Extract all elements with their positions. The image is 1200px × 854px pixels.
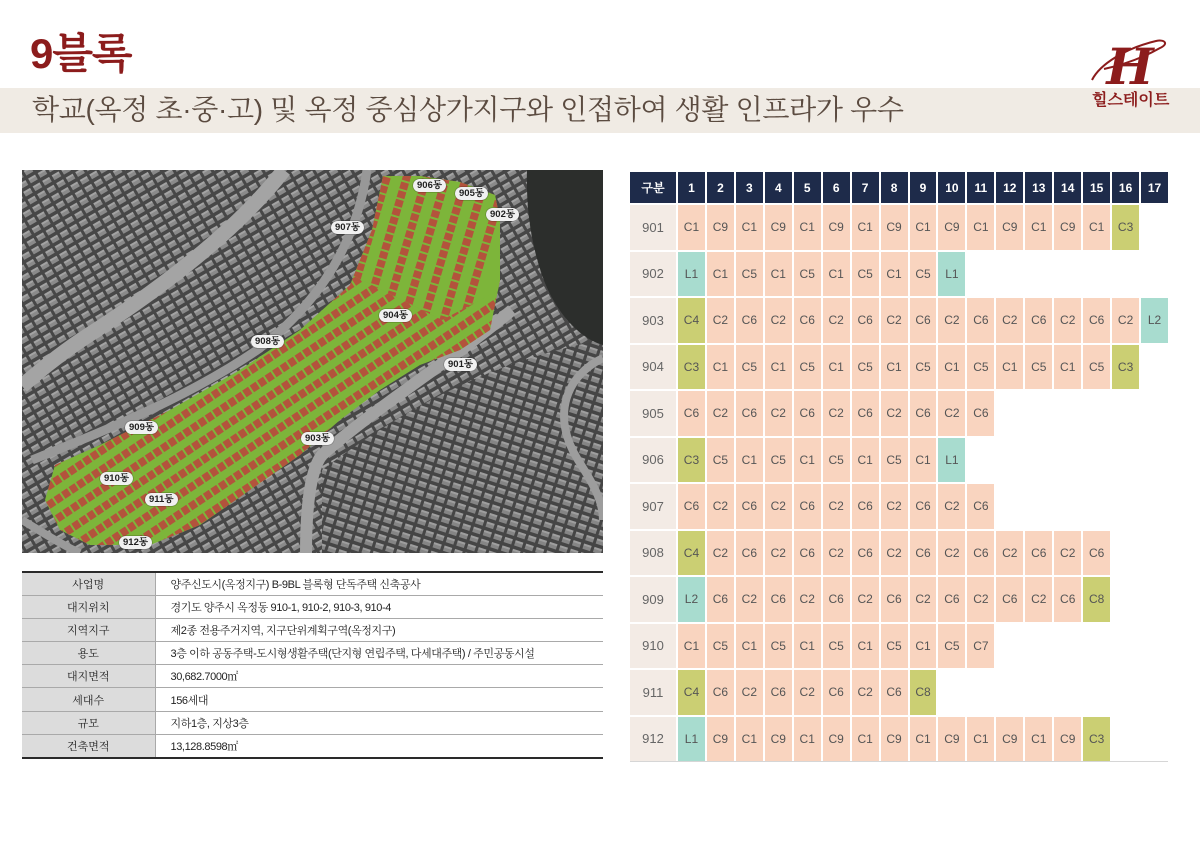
info-row <box>22 618 603 641</box>
building-label-911: 911동 <box>145 493 178 506</box>
grid-header-column: 10 <box>938 172 965 203</box>
empty-cell <box>1054 391 1081 436</box>
unit-cell: C6 <box>938 577 965 622</box>
unit-cell: C6 <box>794 531 821 576</box>
building-label-903: 903동 <box>301 432 334 445</box>
empty-cell <box>1083 252 1110 297</box>
unit-cell: C6 <box>967 484 994 529</box>
unit-cell: C1 <box>1025 205 1052 250</box>
unit-cell: C6 <box>736 531 763 576</box>
empty-cell <box>1112 717 1139 762</box>
info-row <box>22 734 603 757</box>
page-title: 9블록 <box>30 30 132 77</box>
empty-cell <box>1141 717 1168 762</box>
unit-cell: C1 <box>910 438 937 483</box>
info-row <box>22 642 603 665</box>
empty-cell <box>1141 252 1168 297</box>
unit-cell: C6 <box>852 531 879 576</box>
building-label-908: 908동 <box>251 335 284 348</box>
unit-cell: C1 <box>823 345 850 390</box>
empty-cell <box>1054 670 1081 715</box>
unit-cell: C6 <box>910 531 937 576</box>
unit-cell: C2 <box>1112 298 1139 343</box>
unit-cell: C1 <box>910 717 937 762</box>
unit-cell: C1 <box>794 717 821 762</box>
grid-header-column: 11 <box>967 172 994 203</box>
empty-cell <box>1025 252 1052 297</box>
unit-cell: C2 <box>707 484 734 529</box>
empty-cell <box>1025 484 1052 529</box>
unit-cell: C5 <box>794 252 821 297</box>
empty-cell <box>1141 531 1168 576</box>
grid-row-label: 903 <box>630 298 676 343</box>
grid-row-label: 908 <box>630 531 676 576</box>
unit-cell: C2 <box>967 577 994 622</box>
empty-cell <box>1112 531 1139 576</box>
grid-header-column: 1 <box>678 172 705 203</box>
unit-cell: L2 <box>1141 298 1168 343</box>
building-label-905: 905동 <box>455 187 488 200</box>
unit-cell: C1 <box>852 438 879 483</box>
empty-cell <box>1141 345 1168 390</box>
unit-cell: C2 <box>765 531 792 576</box>
unit-cell: C3 <box>678 438 705 483</box>
grid-row-label: 911 <box>630 670 676 715</box>
empty-cell <box>996 624 1023 669</box>
grid-header-column: 6 <box>823 172 850 203</box>
unit-cell: C6 <box>765 577 792 622</box>
info-row <box>22 572 603 595</box>
empty-cell <box>996 484 1023 529</box>
building-label-901: 901동 <box>444 358 477 371</box>
unit-cell: C2 <box>1054 531 1081 576</box>
empty-cell <box>967 438 994 483</box>
unit-cell: C1 <box>707 345 734 390</box>
unit-cell: C3 <box>1112 205 1139 250</box>
unit-cell: C9 <box>996 717 1023 762</box>
brand-name: 힐스테이트 <box>1092 92 1170 109</box>
unit-cell: C5 <box>910 252 937 297</box>
unit-cell: C1 <box>736 717 763 762</box>
unit-cell: C1 <box>794 624 821 669</box>
unit-cell: C1 <box>910 205 937 250</box>
empty-cell <box>1083 438 1110 483</box>
grid-header-column: 4 <box>765 172 792 203</box>
unit-cell: C4 <box>678 531 705 576</box>
unit-cell: C2 <box>1054 298 1081 343</box>
unit-cell: C6 <box>1025 298 1052 343</box>
unit-cell: C9 <box>881 205 908 250</box>
unit-cell: C4 <box>678 670 705 715</box>
grid-header-column: 5 <box>794 172 821 203</box>
aerial-site-map <box>22 170 603 553</box>
unit-cell: C1 <box>852 717 879 762</box>
unit-cell: C6 <box>823 577 850 622</box>
unit-cell: C9 <box>823 717 850 762</box>
unit-cell: C9 <box>765 205 792 250</box>
info-label: 지역지구 <box>22 618 155 641</box>
unit-cell: C5 <box>765 438 792 483</box>
unit-cell: C1 <box>707 252 734 297</box>
unit-cell: C2 <box>852 577 879 622</box>
empty-cell <box>1054 624 1081 669</box>
unit-cell: C6 <box>678 391 705 436</box>
unit-cell: C6 <box>852 298 879 343</box>
page-subtitle: 학교(옥정 초·중·고) 및 옥정 중심상가지구와 인접하여 생활 인프라가 우수 <box>32 94 904 125</box>
unit-cell: L1 <box>938 252 965 297</box>
empty-cell <box>1054 252 1081 297</box>
info-row <box>22 688 603 711</box>
info-row <box>22 595 603 618</box>
unit-cell: C6 <box>881 670 908 715</box>
unit-cell: C2 <box>765 391 792 436</box>
empty-cell <box>1112 577 1139 622</box>
unit-cell: C2 <box>881 298 908 343</box>
unit-cell: C1 <box>794 438 821 483</box>
unit-cell: C2 <box>794 577 821 622</box>
unit-cell: C5 <box>823 438 850 483</box>
unit-cell: C2 <box>852 670 879 715</box>
unit-cell: C6 <box>967 298 994 343</box>
unit-cell: C1 <box>765 252 792 297</box>
unit-cell: C6 <box>910 298 937 343</box>
unit-cell: C1 <box>967 205 994 250</box>
grid-header-column: 13 <box>1025 172 1052 203</box>
unit-cell: C1 <box>967 717 994 762</box>
unit-cell: C6 <box>1025 531 1052 576</box>
unit-cell: C5 <box>707 438 734 483</box>
unit-cell: C1 <box>736 438 763 483</box>
unit-cell: C5 <box>736 345 763 390</box>
unit-cell: C3 <box>1112 345 1139 390</box>
unit-cell: C6 <box>967 391 994 436</box>
info-label: 세대수 <box>22 688 155 711</box>
unit-cell: C9 <box>938 205 965 250</box>
info-label: 건축면적 <box>22 734 155 757</box>
grid-row-label: 912 <box>630 717 676 762</box>
unit-cell: C2 <box>823 484 850 529</box>
unit-cell: C2 <box>938 391 965 436</box>
unit-cell: C2 <box>736 577 763 622</box>
grid-header-column: 9 <box>910 172 937 203</box>
unit-cell: C2 <box>881 484 908 529</box>
unit-cell: C3 <box>1083 717 1110 762</box>
unit-cell: C7 <box>967 624 994 669</box>
empty-cell <box>1112 391 1139 436</box>
unit-cell: C6 <box>910 391 937 436</box>
unit-cell: C2 <box>910 577 937 622</box>
unit-cell: C6 <box>736 298 763 343</box>
info-value: 경기도 양주시 옥정동 910-1, 910-2, 910-3, 910-4 <box>155 595 603 618</box>
empty-cell <box>938 670 965 715</box>
unit-cell: C6 <box>1083 531 1110 576</box>
unit-cell: C2 <box>938 298 965 343</box>
unit-cell: C1 <box>938 345 965 390</box>
unit-cell: C1 <box>881 345 908 390</box>
info-label: 대지면적 <box>22 665 155 688</box>
unit-cell: C6 <box>794 484 821 529</box>
info-value: 30,682.7000㎡ <box>155 665 603 688</box>
empty-cell <box>1025 438 1052 483</box>
unit-cell: C6 <box>707 670 734 715</box>
building-label-904: 904동 <box>379 309 412 322</box>
info-row <box>22 711 603 734</box>
empty-cell <box>1141 624 1168 669</box>
unit-cell: C6 <box>852 391 879 436</box>
unit-cell: C2 <box>707 531 734 576</box>
grid-row-label: 906 <box>630 438 676 483</box>
unit-cell: C5 <box>852 252 879 297</box>
empty-cell <box>1141 577 1168 622</box>
unit-cell: C2 <box>707 298 734 343</box>
unit-cell: C5 <box>1025 345 1052 390</box>
unit-cell: C9 <box>1054 205 1081 250</box>
unit-type-grid <box>630 172 1168 762</box>
unit-cell: C1 <box>1083 205 1110 250</box>
empty-cell <box>1025 624 1052 669</box>
unit-cell: C2 <box>938 484 965 529</box>
empty-cell <box>1054 438 1081 483</box>
info-label: 용도 <box>22 642 155 665</box>
unit-cell: C9 <box>1054 717 1081 762</box>
unit-cell: C5 <box>765 624 792 669</box>
empty-cell <box>1112 438 1139 483</box>
unit-cell: C8 <box>1083 577 1110 622</box>
logo-mark-letter: H <box>1106 37 1154 92</box>
unit-cell: C9 <box>707 205 734 250</box>
unit-cell: C2 <box>881 391 908 436</box>
unit-cell: C9 <box>765 717 792 762</box>
empty-cell <box>1112 670 1139 715</box>
unit-cell: C1 <box>1025 717 1052 762</box>
unit-cell: C5 <box>881 624 908 669</box>
grid-header-column: 14 <box>1054 172 1081 203</box>
empty-cell <box>1112 252 1139 297</box>
building-label-902: 902동 <box>486 208 519 221</box>
grid-header-column: 16 <box>1112 172 1139 203</box>
grid-header-column: 7 <box>852 172 879 203</box>
info-value: 지하1층, 지상3층 <box>155 711 603 734</box>
grid-header-column: 15 <box>1083 172 1110 203</box>
grid-row-label: 904 <box>630 345 676 390</box>
empty-cell <box>1141 205 1168 250</box>
unit-cell: C6 <box>794 298 821 343</box>
unit-cell: L1 <box>938 438 965 483</box>
unit-cell: C5 <box>794 345 821 390</box>
empty-cell <box>1141 391 1168 436</box>
unit-cell: C6 <box>852 484 879 529</box>
unit-cell: C2 <box>1025 577 1052 622</box>
unit-cell: C2 <box>765 298 792 343</box>
building-label-910: 910동 <box>100 472 133 485</box>
empty-cell <box>967 670 994 715</box>
unit-cell: C9 <box>823 205 850 250</box>
unit-cell: C6 <box>707 577 734 622</box>
unit-cell: C9 <box>707 717 734 762</box>
unit-cell: C1 <box>765 345 792 390</box>
building-label-912: 912동 <box>119 536 152 549</box>
unit-cell: C5 <box>852 345 879 390</box>
info-label: 사업명 <box>22 572 155 595</box>
unit-cell: C2 <box>938 531 965 576</box>
unit-cell: C5 <box>736 252 763 297</box>
unit-cell: C2 <box>707 391 734 436</box>
unit-cell: C1 <box>996 345 1023 390</box>
unit-cell: C1 <box>910 624 937 669</box>
empty-cell <box>1112 624 1139 669</box>
empty-cell <box>1141 484 1168 529</box>
empty-cell <box>1083 484 1110 529</box>
empty-cell <box>1025 391 1052 436</box>
info-value: 3층 이하 공동주택-도시형생활주택(단지형 연립주택, 다세대주택) / 주민공동시설 <box>155 642 603 665</box>
unit-cell: C2 <box>996 298 1023 343</box>
empty-cell <box>967 252 994 297</box>
grid-header-category: 구분 <box>630 172 676 203</box>
hillstate-logo-icon <box>1086 34 1170 92</box>
unit-cell: C6 <box>910 484 937 529</box>
unit-cell: L1 <box>678 717 705 762</box>
unit-cell: C6 <box>823 670 850 715</box>
unit-cell: C6 <box>736 484 763 529</box>
grid-header-column: 8 <box>881 172 908 203</box>
grid-row-label: 901 <box>630 205 676 250</box>
unit-cell: C3 <box>678 345 705 390</box>
grid-row-label: 909 <box>630 577 676 622</box>
unit-cell: C6 <box>1083 298 1110 343</box>
unit-cell: C4 <box>678 298 705 343</box>
unit-cell: C2 <box>823 531 850 576</box>
aerial-map-graphic <box>22 170 603 553</box>
unit-cell: C2 <box>823 298 850 343</box>
grid-header-column: 17 <box>1141 172 1168 203</box>
grid-row-label: 907 <box>630 484 676 529</box>
unit-cell: C1 <box>794 205 821 250</box>
unit-cell: L2 <box>678 577 705 622</box>
info-value: 제2종 전용주거지역, 지구단위계획구역(옥정지구) <box>155 618 603 641</box>
empty-cell <box>996 252 1023 297</box>
unit-cell: C2 <box>881 531 908 576</box>
unit-cell: C2 <box>996 531 1023 576</box>
unit-cell: C6 <box>1054 577 1081 622</box>
unit-cell: C1 <box>678 205 705 250</box>
unit-cell: C9 <box>881 717 908 762</box>
building-label-906: 906동 <box>413 179 446 192</box>
unit-cell: C6 <box>996 577 1023 622</box>
unit-cell: C1 <box>852 205 879 250</box>
building-label-907: 907동 <box>331 221 364 234</box>
empty-cell <box>1141 438 1168 483</box>
unit-cell: C1 <box>678 624 705 669</box>
empty-cell <box>1083 391 1110 436</box>
info-label: 규모 <box>22 711 155 734</box>
grid-row-label: 902 <box>630 252 676 297</box>
grid-row-label: 910 <box>630 624 676 669</box>
unit-cell: C5 <box>938 624 965 669</box>
grid-header-column: 12 <box>996 172 1023 203</box>
empty-cell <box>1141 670 1168 715</box>
unit-cell: C1 <box>881 252 908 297</box>
empty-cell <box>1112 484 1139 529</box>
unit-cell: C6 <box>967 531 994 576</box>
unit-cell: C5 <box>1083 345 1110 390</box>
grid-row-label: 905 <box>630 391 676 436</box>
empty-cell <box>1083 670 1110 715</box>
unit-cell: C5 <box>707 624 734 669</box>
unit-cell: C5 <box>910 345 937 390</box>
info-value: 156세대 <box>155 688 603 711</box>
unit-cell: C2 <box>765 484 792 529</box>
unit-cell: C1 <box>852 624 879 669</box>
unit-cell: C6 <box>736 391 763 436</box>
unit-cell: C1 <box>1054 345 1081 390</box>
unit-cell: C6 <box>678 484 705 529</box>
grid-header-column: 3 <box>736 172 763 203</box>
unit-cell: C8 <box>910 670 937 715</box>
unit-cell: C5 <box>967 345 994 390</box>
unit-cell: C1 <box>736 624 763 669</box>
unit-cell: C5 <box>881 438 908 483</box>
unit-cell: C2 <box>823 391 850 436</box>
unit-cell: C1 <box>823 252 850 297</box>
info-label: 대지위치 <box>22 595 155 618</box>
empty-cell <box>996 670 1023 715</box>
info-value: 13,128.8598㎡ <box>170 740 238 753</box>
unit-cell: C5 <box>823 624 850 669</box>
unit-cell: C6 <box>881 577 908 622</box>
building-label-909: 909동 <box>125 421 158 434</box>
empty-cell <box>996 391 1023 436</box>
unit-cell: C9 <box>996 205 1023 250</box>
unit-cell: C6 <box>794 391 821 436</box>
empty-cell <box>1025 670 1052 715</box>
empty-cell <box>1083 624 1110 669</box>
unit-cell: C1 <box>736 205 763 250</box>
info-value: 양주신도시(옥정지구) B-9BL 블록형 단독주택 신축공사 <box>155 572 603 595</box>
unit-cell: C2 <box>794 670 821 715</box>
unit-cell: L1 <box>678 252 705 297</box>
empty-cell <box>996 438 1023 483</box>
unit-cell: C9 <box>938 717 965 762</box>
empty-cell <box>1054 484 1081 529</box>
unit-cell: C6 <box>765 670 792 715</box>
grid-header-column: 2 <box>707 172 734 203</box>
unit-cell: C2 <box>736 670 763 715</box>
info-row <box>22 665 603 688</box>
project-info-table <box>22 571 603 759</box>
